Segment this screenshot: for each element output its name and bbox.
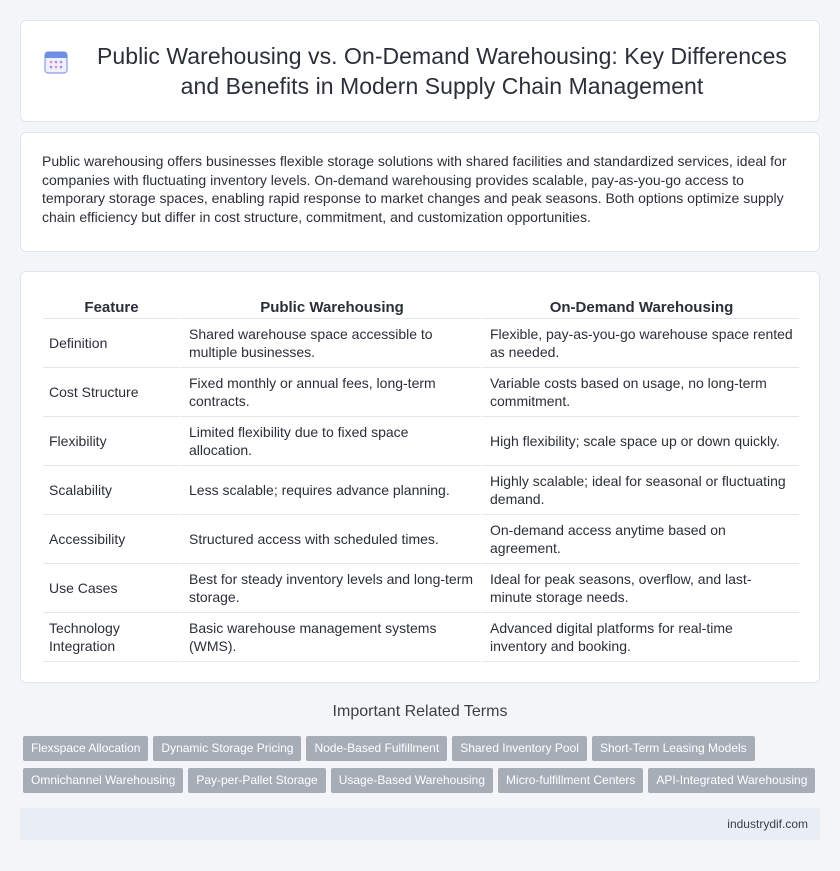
tag-link[interactable]: Short-Term Leasing Models [592,736,755,761]
tag-link[interactable]: Dynamic Storage Pricing [153,736,301,761]
related-terms-section [0,703,840,721]
on-demand-cell: On-demand access anytime based on agreement. [481,515,799,564]
public-cell: Limited flexibility due to fixed space allocation. [180,417,481,466]
on-demand-cell: Variable costs based on usage, no long-term commitment. [481,368,799,417]
footer-site-link[interactable]: industrydif.com [727,817,808,831]
on-demand-cell: Ideal for peak seasons, overflow, and last-minute storage needs. [481,564,799,613]
table-header-row [43,292,799,319]
feature-cell: Definition [43,319,180,368]
table-row [43,564,799,613]
header-public: Public Warehousing [180,292,481,319]
intro-paragraph: Public warehousing offers businesses flexible storage solutions with shared facilities and standardized services, ideal for companies with fluctuating inventory levels. On-demand warehousing provides scalable, pay-as-you-go access to temporary storage spaces, enabling rapid response to market changes and peak seasons. Both options optimize supply chain efficiency but differ in cost structure, commitment, and customization opportunities. [42,153,787,225]
tag-link[interactable]: Omnichannel Warehousing [23,768,183,793]
feature-cell: Scalability [43,466,180,515]
tag-link[interactable]: Micro-fulfillment Centers [498,768,643,793]
on-demand-cell: Highly scalable; ideal for seasonal or fluctuating demand. [481,466,799,515]
feature-cell: Use Cases [43,564,180,613]
tag-link[interactable]: Flexspace Allocation [23,736,148,761]
related-terms-heading: Important Related Terms [332,703,508,720]
table-row [43,466,799,515]
feature-cell: Technology Integration [43,613,180,662]
header-on-demand: On-Demand Warehousing [481,292,799,319]
comparison-table-card [20,271,820,683]
table-row [43,613,799,662]
on-demand-cell: High flexibility; scale space up or down quickly. [481,417,799,466]
intro-card [20,132,820,252]
page-title: Public Warehousing vs. On-Demand Warehousing: Key Differences and Benefits in Modern Supply Chain Management [97,43,787,99]
calendar-icon [43,49,69,75]
tag-link[interactable]: Node-Based Fulfillment [306,736,447,761]
tag-link[interactable]: API-Integrated Warehousing [648,768,815,793]
public-cell: Best for steady inventory levels and long-term storage. [180,564,481,613]
feature-cell: Flexibility [43,417,180,466]
tag-link[interactable]: Shared Inventory Pool [452,736,587,761]
tag-link[interactable]: Pay-per-Pallet Storage [188,768,325,793]
table-row [43,319,799,368]
tag-link[interactable]: Usage-Based Warehousing [331,768,493,793]
comparison-table [43,292,799,662]
feature-cell: Accessibility [43,515,180,564]
feature-cell: Cost Structure [43,368,180,417]
public-cell: Structured access with scheduled times. [180,515,481,564]
public-cell: Basic warehouse management systems (WMS). [180,613,481,662]
public-cell: Shared warehouse space accessible to multiple businesses. [180,319,481,368]
table-row [43,417,799,466]
table-row [43,368,799,417]
header-feature: Feature [43,292,180,319]
public-cell: Less scalable; requires advance planning. [180,466,481,515]
title-card [20,20,820,122]
footer [20,808,820,840]
tag-row [23,736,823,761]
public-cell: Fixed monthly or annual fees, long-term contracts. [180,368,481,417]
on-demand-cell: Advanced digital platforms for real-time inventory and booking. [481,613,799,662]
table-row [43,515,799,564]
on-demand-cell: Flexible, pay-as-you-go warehouse space rented as needed. [481,319,799,368]
tag-row [23,768,823,793]
